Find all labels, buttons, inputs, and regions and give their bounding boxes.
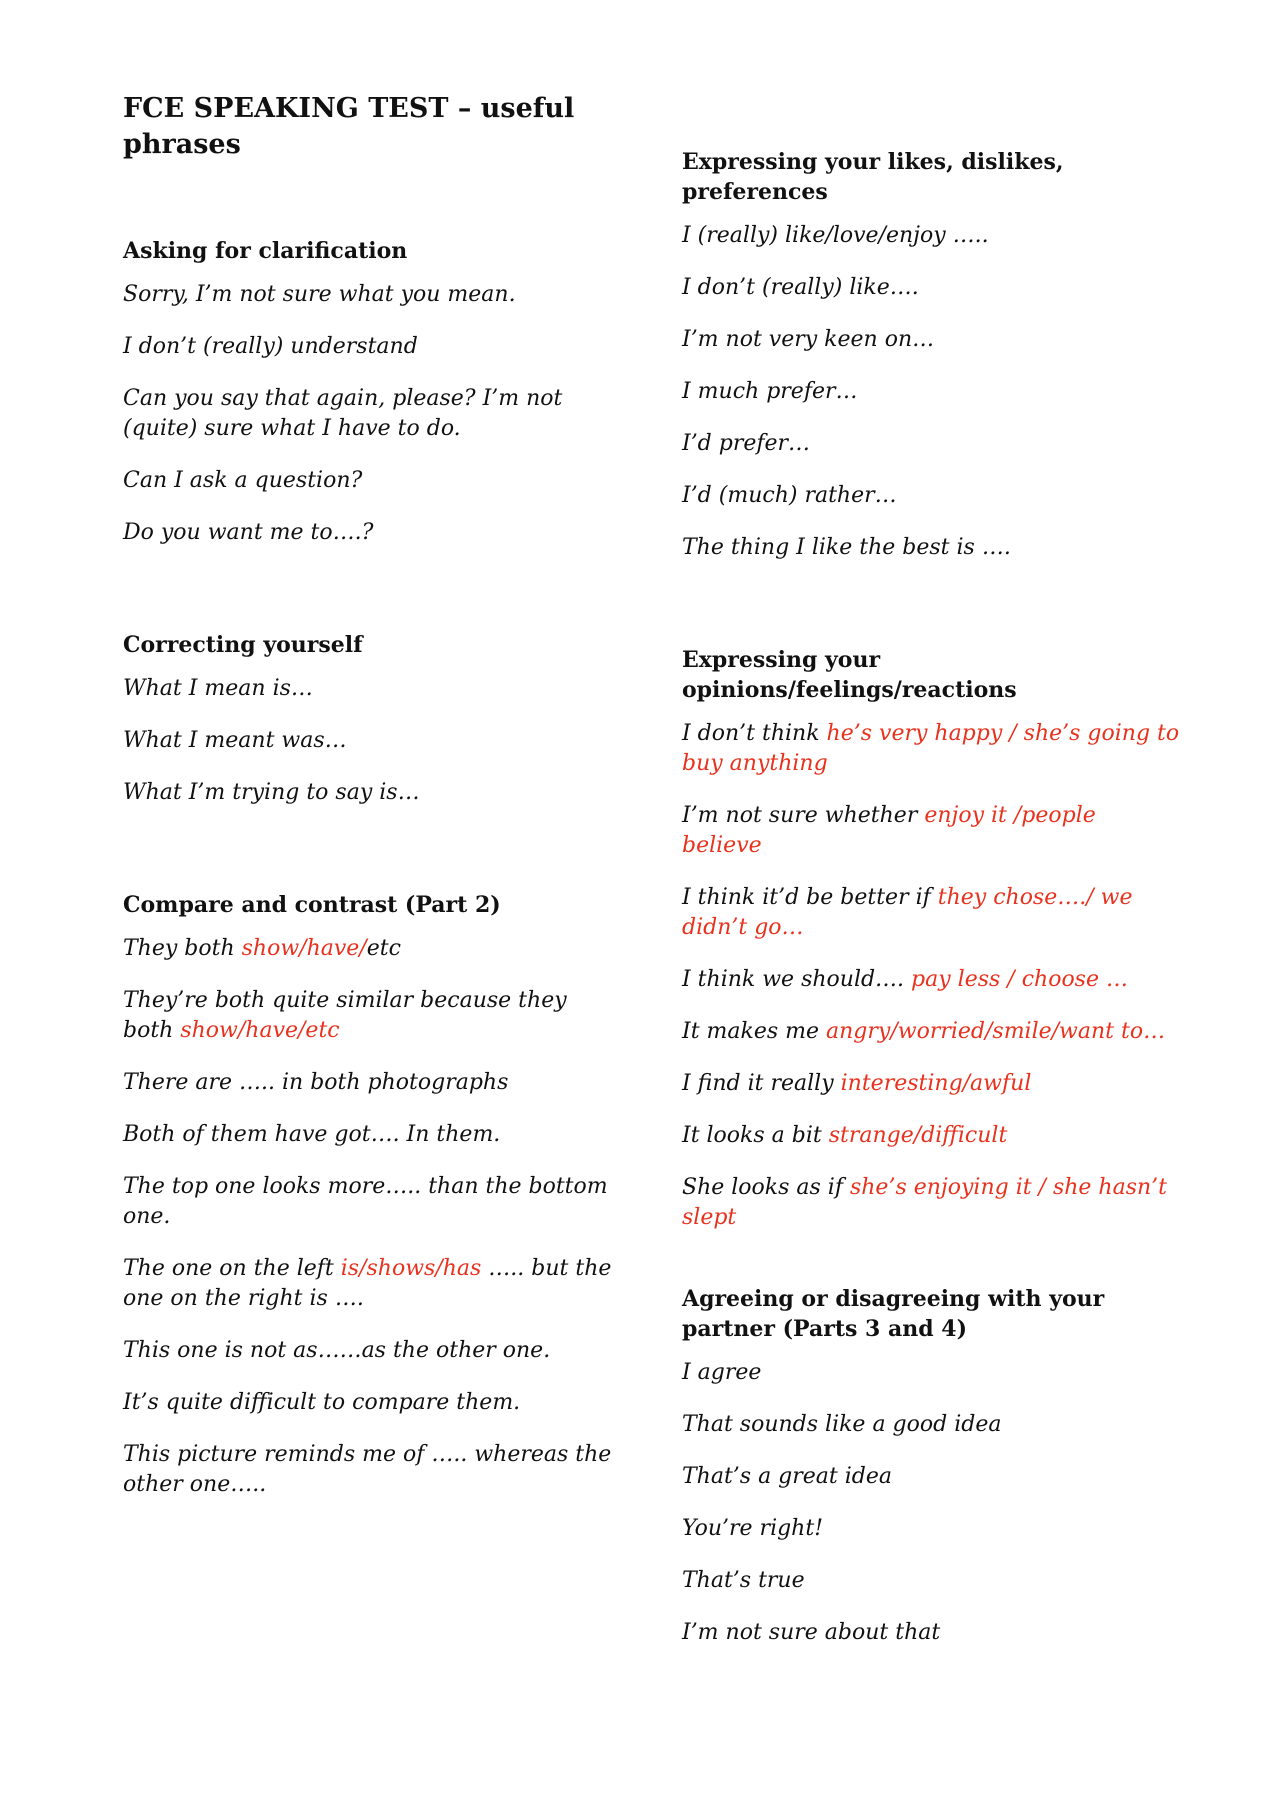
phrase: What I mean is…	[123, 676, 313, 701]
section-heading: Asking for clarification	[123, 238, 408, 264]
phrase	[682, 801, 1182, 861]
phrase: That’s true	[682, 1568, 805, 1593]
phrase: Both of them have got…. In them.	[123, 1122, 501, 1147]
phrase	[123, 1254, 613, 1314]
phrase: I agree	[682, 1360, 762, 1385]
phrase-highlight: interesting/awful	[840, 1071, 1032, 1096]
phrase-highlight: show/have/etc	[180, 1018, 340, 1043]
phrase: There are ….. in both photographs	[123, 1070, 509, 1095]
section-agreeing	[682, 1284, 1182, 1670]
phrase: Sorry, I’m not sure what you mean.	[123, 282, 516, 307]
section-opinions	[682, 645, 1182, 1255]
phrase-highlight: is/shows/has	[340, 1256, 482, 1281]
phrase-highlight: strange/difficult	[828, 1123, 1008, 1148]
phrase-text: I think we should….	[682, 967, 912, 992]
phrase	[123, 934, 613, 964]
phrase-highlight: angry/worried/smile/want to…	[826, 1019, 1166, 1044]
phrase: What I meant was…	[123, 728, 347, 753]
section-clarification	[123, 236, 613, 570]
phrase: The top one looks more….. than the bottom one.	[123, 1174, 608, 1229]
phrase-text: It makes me	[682, 1019, 827, 1044]
phrase-text: I find it really	[682, 1071, 841, 1096]
phrase	[682, 883, 1182, 943]
phrase: I don’t (really) understand	[123, 334, 418, 359]
phrase-text: They both	[123, 936, 242, 961]
section-compare	[123, 890, 613, 1522]
section-heading: Expressing your opinions/feelings/reactions	[682, 647, 1017, 703]
phrase: Can you say that again, please? I’m not (quite) sure what I have to do.	[123, 386, 563, 441]
phrase-text: I’m not sure whether	[682, 803, 925, 828]
phrase: I don’t (really) like….	[682, 275, 919, 300]
phrase: You’re right!	[682, 1516, 824, 1541]
phrase: I’m not sure about that	[682, 1620, 941, 1645]
phrase: I’d (much) rather…	[682, 483, 897, 508]
phrase: I much prefer…	[682, 379, 858, 404]
phrase: Do you want me to….?	[123, 520, 374, 545]
section-likes	[682, 147, 1182, 585]
phrase: This one is not as……as the other one.	[123, 1338, 551, 1363]
phrase-text: I don’t think	[682, 721, 827, 746]
phrase: I (really) like/love/enjoy …..	[682, 223, 989, 248]
phrase	[682, 719, 1182, 779]
phrase	[123, 986, 613, 1046]
phrase-highlight: she’s enjoying it / she hasn’t slept	[682, 1175, 1168, 1230]
phrase: This picture reminds me of ….. whereas the other one…..	[123, 1442, 612, 1497]
phrase-highlight: enjoy it /people believe	[682, 803, 1096, 858]
section-correcting	[123, 630, 613, 830]
phrase: The thing I like the best is ….	[682, 535, 1011, 560]
phrase	[682, 1121, 1182, 1151]
section-heading: Compare and contrast (Part 2)	[123, 892, 501, 918]
phrase-text: The one on the left	[123, 1256, 341, 1281]
phrase-highlight: he’s very happy / she’s going to buy anything	[682, 721, 1180, 776]
phrase-text: I think it’d be better if	[682, 885, 938, 910]
phrase: What I’m trying to say is…	[123, 780, 420, 805]
section-heading: Expressing your likes, dislikes, preferences	[682, 149, 1064, 205]
phrase-text: etc	[366, 936, 401, 961]
phrase-highlight: they chose…./ we didn’t go…	[682, 885, 1133, 940]
phrase: I’m not very keen on…	[682, 327, 935, 352]
phrase: Can I ask a question?	[123, 468, 363, 493]
section-heading: Agreeing or disagreeing with your partner (Parts 3 and 4)	[682, 1286, 1105, 1342]
phrase-text: She looks as if	[682, 1175, 850, 1200]
phrase-text: They’re both quite similar because they both	[123, 988, 567, 1043]
phrase	[682, 965, 1182, 995]
phrase	[682, 1173, 1182, 1233]
phrase: That sounds like a good idea	[682, 1412, 1002, 1437]
section-heading: Correcting yourself	[123, 632, 363, 658]
phrase	[682, 1017, 1182, 1047]
page-title: FCE SPEAKING TEST – useful phrases	[123, 93, 575, 160]
phrase: It’s quite difficult to compare them.	[123, 1390, 521, 1415]
phrase: I’d prefer…	[682, 431, 811, 456]
phrase: That’s a great idea	[682, 1464, 893, 1489]
phrase-highlight: pay less / choose …	[911, 967, 1128, 992]
phrase-text: ….. but the one on the right is ….	[123, 1256, 612, 1311]
phrase-text: It looks a bit	[682, 1123, 829, 1148]
phrase-highlight: show/have/	[241, 936, 367, 961]
phrase	[682, 1069, 1182, 1099]
